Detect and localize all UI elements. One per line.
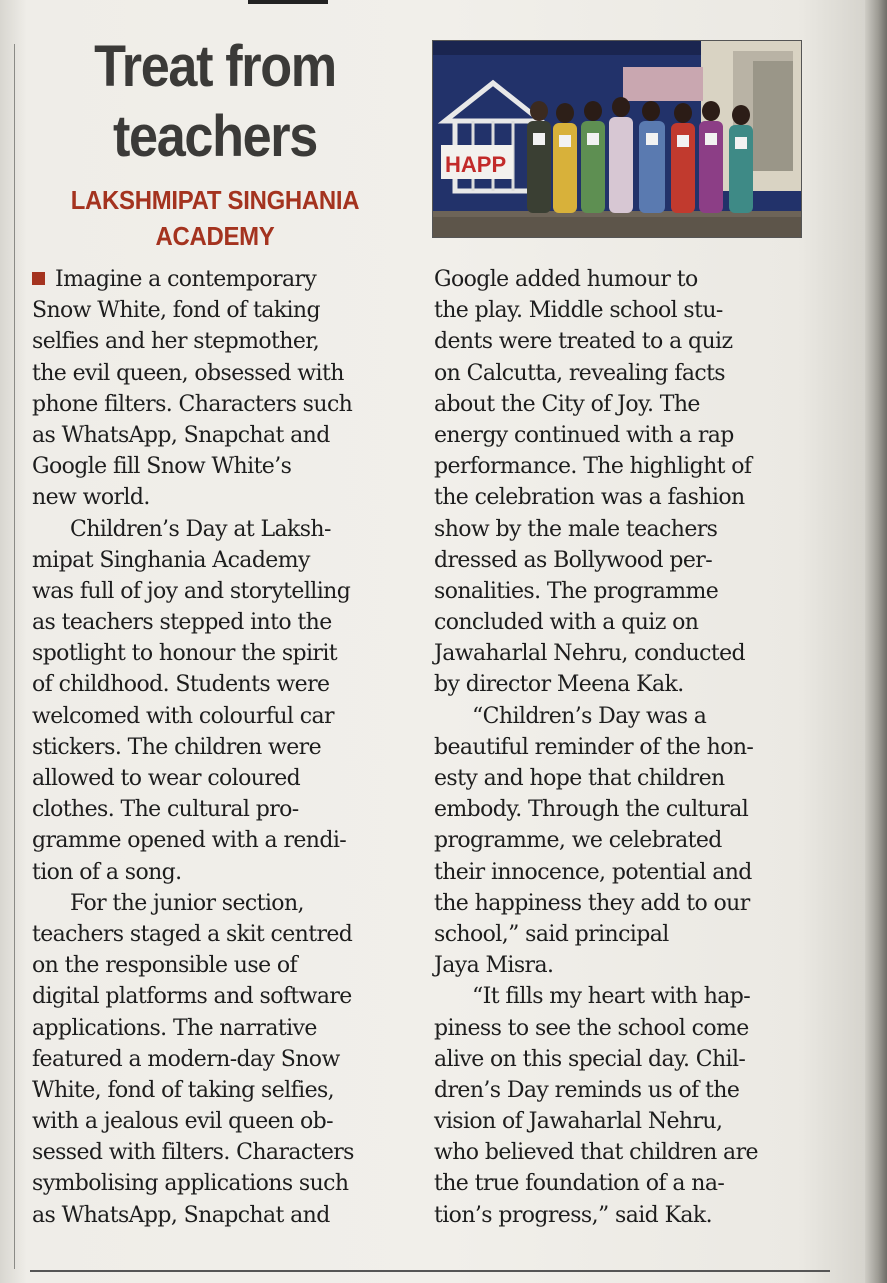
text-line <box>32 981 407 1012</box>
line-text: dressed as Bollywood per- <box>434 547 713 573</box>
text-line <box>434 545 824 576</box>
line-text: phone filters. Characters such <box>32 391 353 417</box>
line-text: as teachers stepped into the <box>32 610 332 636</box>
text-line <box>434 295 824 326</box>
text-line <box>32 763 407 794</box>
line-text: Snow White, fond of taking <box>32 298 320 324</box>
text-line <box>434 950 824 981</box>
line-text: Google added humour to <box>434 267 698 292</box>
line-text: of childhood. Students were <box>32 672 330 698</box>
line-text: “It fills my heart with hap- <box>472 984 751 1010</box>
school-name-line-1: LAKSHMIPAT SINGHANIA <box>70 185 360 215</box>
text-line <box>32 1106 407 1137</box>
line-text: Jaya Misra. <box>434 953 554 979</box>
text-line <box>434 638 824 669</box>
text-line <box>434 825 824 856</box>
line-text: digital platforms and software <box>32 984 352 1010</box>
text-line <box>434 514 824 545</box>
line-text: on the responsible use of <box>32 953 298 979</box>
line-text: energy continued with a rap <box>434 422 734 448</box>
text-line <box>32 358 407 389</box>
text-line <box>434 607 824 638</box>
line-text: For the junior section, <box>70 890 304 916</box>
text-line <box>434 981 824 1012</box>
line-text: the play. Middle school stu- <box>434 298 723 324</box>
text-line <box>32 514 407 545</box>
text-line <box>434 669 824 700</box>
line-text: Children’s Day at Laksh- <box>70 516 331 542</box>
line-text: the true foundation of a na- <box>434 1171 725 1197</box>
line-text: featured a modern-day Snow <box>32 1046 340 1072</box>
line-text: as WhatsApp, Snapchat and <box>32 422 330 448</box>
text-line <box>434 420 824 451</box>
text-line <box>32 888 407 919</box>
text-line <box>32 1168 407 1199</box>
headline <box>49 32 382 172</box>
line-text: applications. The narrative <box>32 1015 317 1041</box>
text-line <box>32 389 407 420</box>
text-line <box>32 701 407 732</box>
line-text: by director Meena Kak. <box>434 672 684 698</box>
text-line <box>434 326 824 357</box>
text-line <box>434 732 824 763</box>
school-name <box>45 182 385 254</box>
column-rule-left <box>14 44 15 1269</box>
text-line <box>434 1044 824 1075</box>
text-line <box>434 1013 824 1044</box>
photo-illustration <box>433 41 801 237</box>
text-line <box>32 1075 407 1106</box>
event-photo <box>432 40 802 238</box>
text-line <box>32 1200 407 1231</box>
text-line <box>32 451 407 482</box>
line-text: gramme opened with a rendi- <box>32 828 347 854</box>
line-text: performance. The highlight of <box>434 454 752 480</box>
line-text: spotlight to honour the spirit <box>32 641 338 667</box>
text-line <box>32 1044 407 1075</box>
line-text: vision of Jawaharlal Nehru, <box>434 1109 723 1135</box>
text-line <box>434 888 824 919</box>
text-line <box>434 576 824 607</box>
line-text: dren’s Day reminds us of the <box>434 1077 740 1103</box>
paragraph-bullet <box>32 272 45 285</box>
text-line <box>32 545 407 576</box>
line-text: dents were treated to a quiz <box>434 329 733 355</box>
line-text: welcomed with colourful car <box>32 703 334 729</box>
text-line <box>32 264 407 295</box>
text-line <box>32 638 407 669</box>
line-text: teachers staged a skit centred <box>32 921 353 947</box>
line-text: beautiful reminder of the hon- <box>434 734 754 760</box>
text-line <box>434 1137 824 1168</box>
bottom-rule <box>30 1270 830 1272</box>
line-text: stickers. The children were <box>32 734 322 760</box>
line-text: sonalities. The programme <box>434 578 719 604</box>
text-line <box>434 482 824 513</box>
school-name-line-2: ACADEMY <box>155 221 275 251</box>
line-text: piness to see the school come <box>434 1015 749 1041</box>
line-text: symbolising applications such <box>32 1171 349 1197</box>
line-text: alive on this special day. Chil- <box>434 1046 746 1072</box>
line-text: on Calcutta, revealing facts <box>434 360 725 386</box>
text-line <box>32 669 407 700</box>
text-line <box>434 1106 824 1137</box>
line-text: Google fill Snow White’s <box>32 454 292 480</box>
line-text: esty and hope that children <box>434 766 725 791</box>
line-text: Imagine a contemporary <box>55 267 317 292</box>
text-line <box>32 482 407 513</box>
line-text: “Children’s Day was a <box>472 703 707 729</box>
page-edge-shadow <box>865 0 887 1283</box>
line-text: programme, we celebrated <box>434 828 722 854</box>
line-text: was full of joy and storytelling <box>32 578 351 604</box>
line-text: mipat Singhania Academy <box>32 547 310 573</box>
text-line <box>434 701 824 732</box>
line-text: as WhatsApp, Snapchat and <box>32 1202 330 1228</box>
line-text: selfies and her stepmother, <box>32 329 320 355</box>
text-line <box>434 1075 824 1106</box>
line-text: the happiness they add to our <box>434 890 750 916</box>
text-line <box>434 389 824 420</box>
article-column-right <box>434 264 824 1231</box>
line-text: White, fond of taking selfies, <box>32 1077 335 1103</box>
text-line <box>32 607 407 638</box>
text-line <box>434 763 824 794</box>
text-line <box>434 358 824 389</box>
line-text: tion of a song. <box>32 859 182 885</box>
headline-line-1: Treat from <box>94 34 336 99</box>
line-text: school,” said principal <box>434 921 669 947</box>
line-text: clothes. The cultural pro- <box>32 797 299 823</box>
line-text: their innocence, potential and <box>434 859 752 885</box>
headline-line-2: teachers <box>113 104 317 169</box>
text-line <box>32 295 407 326</box>
text-line <box>32 420 407 451</box>
top-rule <box>248 0 328 4</box>
line-text: Jawaharlal Nehru, conducted <box>434 641 746 667</box>
line-text: concluded with a quiz on <box>434 610 699 636</box>
line-text: new world. <box>32 485 150 511</box>
line-text: embody. Through the cultural <box>434 797 749 823</box>
text-line <box>434 794 824 825</box>
line-text: allowed to wear coloured <box>32 766 301 791</box>
line-text: the celebration was a fashion <box>434 485 745 511</box>
text-line <box>32 1013 407 1044</box>
text-line <box>32 857 407 888</box>
text-line <box>434 857 824 888</box>
text-line <box>32 950 407 981</box>
text-line <box>32 326 407 357</box>
text-line <box>32 732 407 763</box>
text-line <box>434 264 824 295</box>
line-text: about the City of Joy. The <box>434 391 700 417</box>
article-column-left <box>32 264 407 1231</box>
line-text: sessed with filters. Characters <box>32 1140 354 1166</box>
text-line <box>32 576 407 607</box>
text-line <box>32 825 407 856</box>
text-line <box>32 1137 407 1168</box>
line-text: with a jealous evil queen ob- <box>32 1109 333 1135</box>
line-text: tion’s progress,” said Kak. <box>434 1202 713 1228</box>
banner-text: HAPP <box>445 152 507 177</box>
line-text: the evil queen, obsessed with <box>32 360 344 386</box>
line-text: show by the male teachers <box>434 516 718 542</box>
text-line <box>434 451 824 482</box>
line-text: who believed that children are <box>434 1140 758 1166</box>
text-line <box>434 1200 824 1231</box>
text-line <box>32 919 407 950</box>
text-line <box>32 794 407 825</box>
text-line <box>434 919 824 950</box>
text-line <box>434 1168 824 1199</box>
